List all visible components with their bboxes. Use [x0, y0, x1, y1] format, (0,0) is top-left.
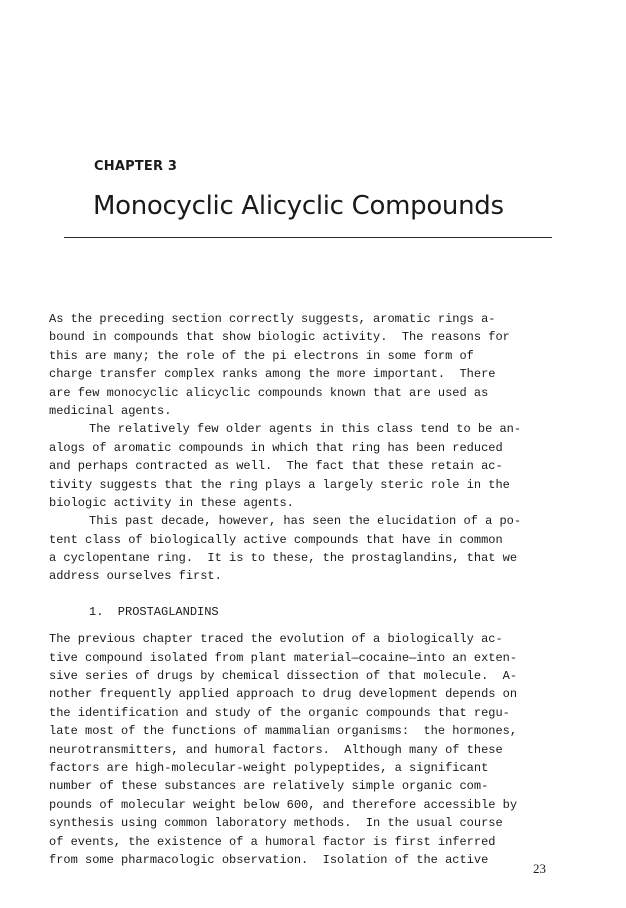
intro-paragraph-1 [49, 310, 609, 420]
text-line: tive compound isolated from plant material—cocaine—into an exten- [49, 650, 518, 665]
text-line: charge transfer complex ranks among the more important. There [49, 367, 496, 382]
text-line: The relatively few older agents in this class tend to be an- [89, 422, 522, 437]
text-line: neurotransmitters, and humoral factors. Although many of these [49, 742, 503, 757]
text-line: nother frequently applied approach to drug development depends on [49, 687, 518, 702]
text-line: pounds of molecular weight below 600, and therefore accessible by [49, 797, 518, 812]
text-line: number of these substances are relatively simple organic com- [49, 779, 489, 794]
text-line: tivity suggests that the ring plays a largely steric role in the [49, 477, 510, 492]
chapter-label: CHAPTER 3 [94, 159, 178, 174]
text-line: bound in compounds that show biologic activity. The reasons for [49, 330, 510, 345]
text-line: biologic activity in these agents. [49, 495, 294, 510]
text-line: tent class of biologically active compounds that have in common [49, 532, 503, 547]
text-line: late most of the functions of mammalian organisms: the hormones, [49, 724, 518, 739]
text-line: As the preceding section correctly suggests, aromatic rings a- [49, 312, 496, 326]
intro-paragraph-3 [49, 512, 609, 586]
title-rule [64, 237, 552, 238]
page-number: 23 [533, 861, 546, 876]
section-heading: 1. PROSTAGLANDINS [89, 604, 219, 619]
text-line: this are many; the role of the pi electrons in some form of [49, 348, 474, 363]
text-line: medicinal agents. [49, 403, 172, 418]
text-line: and perhaps contracted as well. The fact that these retain ac- [49, 459, 503, 474]
text-line: factors are high-molecular-weight polypeptides, a significant [49, 760, 489, 775]
text-line: alogs of aromatic compounds in which that ring has been reduced [49, 440, 503, 455]
text-line: a cyclopentane ring. It is to these, the prostaglandins, that we [49, 551, 518, 566]
section-paragraph [49, 630, 609, 869]
text-line: are few monocyclic alicyclic compounds known that are used as [49, 385, 489, 400]
body-text [49, 310, 609, 869]
text-line: from some pharmacologic observation. Isolation of the active [49, 852, 489, 867]
text-line: synthesis using common laboratory methods. In the usual course [49, 816, 503, 831]
text-line: This past decade, however, has seen the elucidation of a po- [89, 514, 522, 529]
text-line: The previous chapter traced the evolution of a biologically ac- [49, 632, 503, 647]
text-line: the identification and study of the organic compounds that regu- [49, 705, 510, 720]
text-line: sive series of drugs by chemical dissection of that molecule. A- [49, 669, 518, 684]
intro-paragraph-2 [49, 420, 609, 512]
text-line: address ourselves first. [49, 569, 222, 584]
text-line: of events, the existence of a humoral factor is first inferred [49, 834, 496, 849]
chapter-title: Monocyclic Alicyclic Compounds [93, 191, 504, 221]
